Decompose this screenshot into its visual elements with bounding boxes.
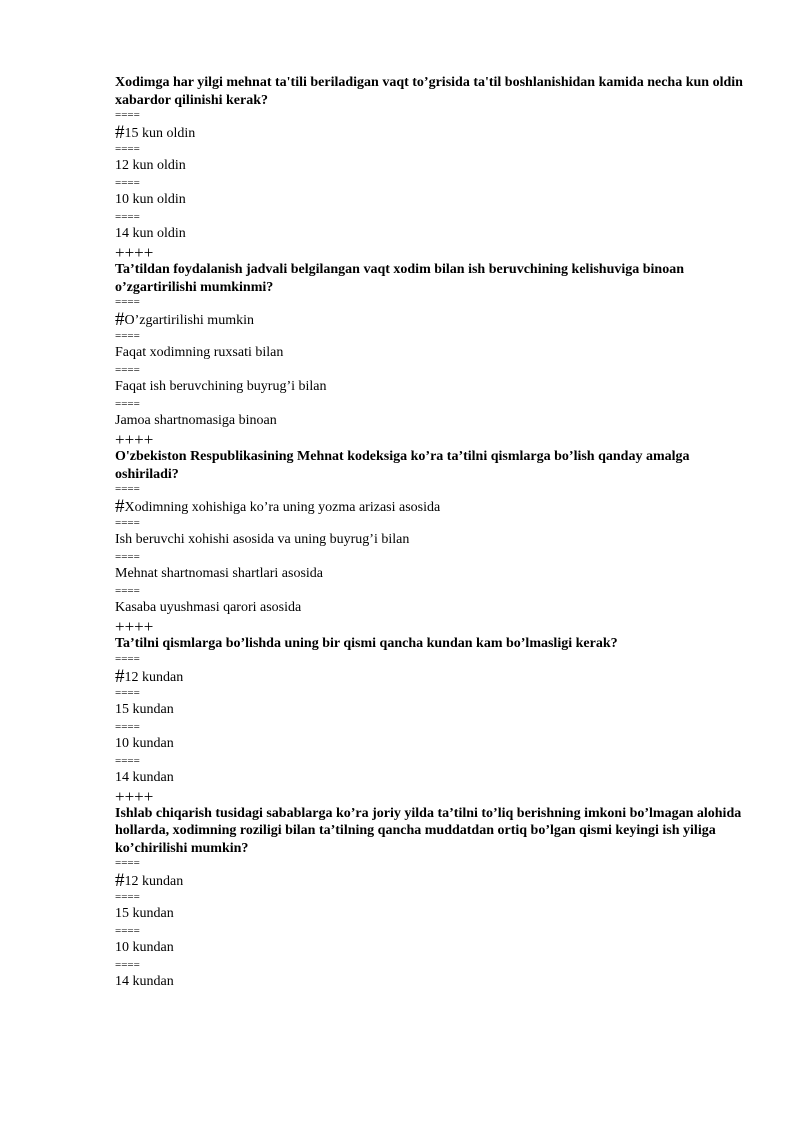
option-correct [115, 869, 745, 891]
question-text: Ta’tilni qismlarga bo’lishda uning bir qismi qancha kundan kam bo’lmasligi kerak? [115, 636, 618, 651]
question-text: Ishlab chiqarish tusidagi sabablarga ko’ra joriy yilda ta’tilni to’liq berishning imkoni bo’lmagan alohida hollarda, xodimning roziligi bilan ta’tilning qancha muddatdan ortiq bo’lgan qismi keyingi ish yiliga ko’chirilishi mumkin? [115, 805, 742, 856]
correct-marker: # [115, 309, 125, 330]
option: Kasaba uyushmasi qarori asosida [115, 600, 302, 615]
separator: ==== [115, 483, 140, 495]
document-page [115, 74, 745, 993]
option: 12 kun oldin [115, 158, 186, 173]
question-text: O'zbekiston Respublikasining Mehnat kodeksiga ko’ra ta’tilni qismlarga bo’lish qanday amalga oshiriladi? [115, 449, 690, 482]
question-block [115, 261, 745, 448]
option: Ish beruvchi xohishi asosida va uning buyrug’i bilan [115, 532, 410, 547]
option: Jamoa shartnomasiga binoan [115, 413, 277, 428]
option: 15 kundan [115, 906, 174, 921]
option: 15 kundan [115, 701, 174, 717]
option-text: 15 kun oldin [124, 126, 196, 141]
block-end-marker: ++++ [115, 243, 154, 262]
question-block [115, 635, 745, 805]
option-correct [115, 495, 745, 517]
correct-marker: # [115, 870, 125, 891]
option: 10 kundan [115, 940, 174, 955]
option: 14 kundan [115, 769, 174, 785]
option-text: 12 kundan [124, 874, 184, 889]
option-correct [115, 308, 745, 330]
option-correct [115, 665, 745, 687]
question-block [115, 74, 745, 261]
correct-marker: # [115, 122, 125, 143]
question-block [115, 805, 745, 994]
separator: ==== [115, 211, 140, 223]
question-text: Xodimga har yilgi mehnat ta'tili beriladigan vaqt to’grisida ta'til boshlanishidan kamida necha kun oldin xabardor qilinishi kerak? [115, 75, 743, 108]
separator: ==== [115, 720, 140, 733]
question-block [115, 448, 745, 635]
option: Faqat ish beruvchining buyrug’i bilan [115, 379, 327, 394]
separator: ==== [115, 585, 140, 597]
separator: ==== [115, 551, 140, 563]
option: Faqat xodimning ruxsati bilan [115, 345, 284, 360]
separator: ==== [115, 398, 140, 410]
option: 14 kun oldin [115, 226, 186, 241]
separator: ==== [115, 925, 140, 937]
block-end-marker: ++++ [115, 430, 154, 449]
option-text: Xodimning xohishiga ko’ra uning yozma arizasi asosida [124, 500, 441, 515]
correct-marker: # [115, 496, 125, 517]
correct-marker: # [115, 665, 125, 687]
separator: ==== [115, 330, 140, 342]
option-text: O’zgartirilishi mumkin [124, 313, 254, 328]
separator: ==== [115, 177, 140, 189]
block-end-marker: ++++ [115, 786, 154, 806]
separator: ==== [115, 754, 140, 767]
option: 10 kundan [115, 735, 174, 751]
option-correct [115, 121, 745, 143]
separator: ==== [115, 517, 140, 529]
question-text: Ta’tildan foydalanish jadvali belgilangan vaqt xodim bilan ish beruvchining kelishuviga binoan o’zgartirilishi mumkinmi? [115, 262, 684, 295]
option: 14 kundan [115, 974, 174, 989]
block-end-marker: ++++ [115, 617, 154, 636]
separator: ==== [115, 143, 140, 155]
separator: ==== [115, 857, 140, 869]
separator: ==== [115, 109, 140, 121]
option: Mehnat shartnomasi shartlari asosida [115, 566, 324, 581]
separator: ==== [115, 652, 140, 665]
option-text: 12 kundan [124, 669, 184, 685]
separator: ==== [115, 959, 140, 971]
separator: ==== [115, 686, 140, 699]
separator: ==== [115, 364, 140, 376]
separator: ==== [115, 891, 140, 903]
separator: ==== [115, 296, 140, 308]
option: 10 kun oldin [115, 192, 186, 207]
